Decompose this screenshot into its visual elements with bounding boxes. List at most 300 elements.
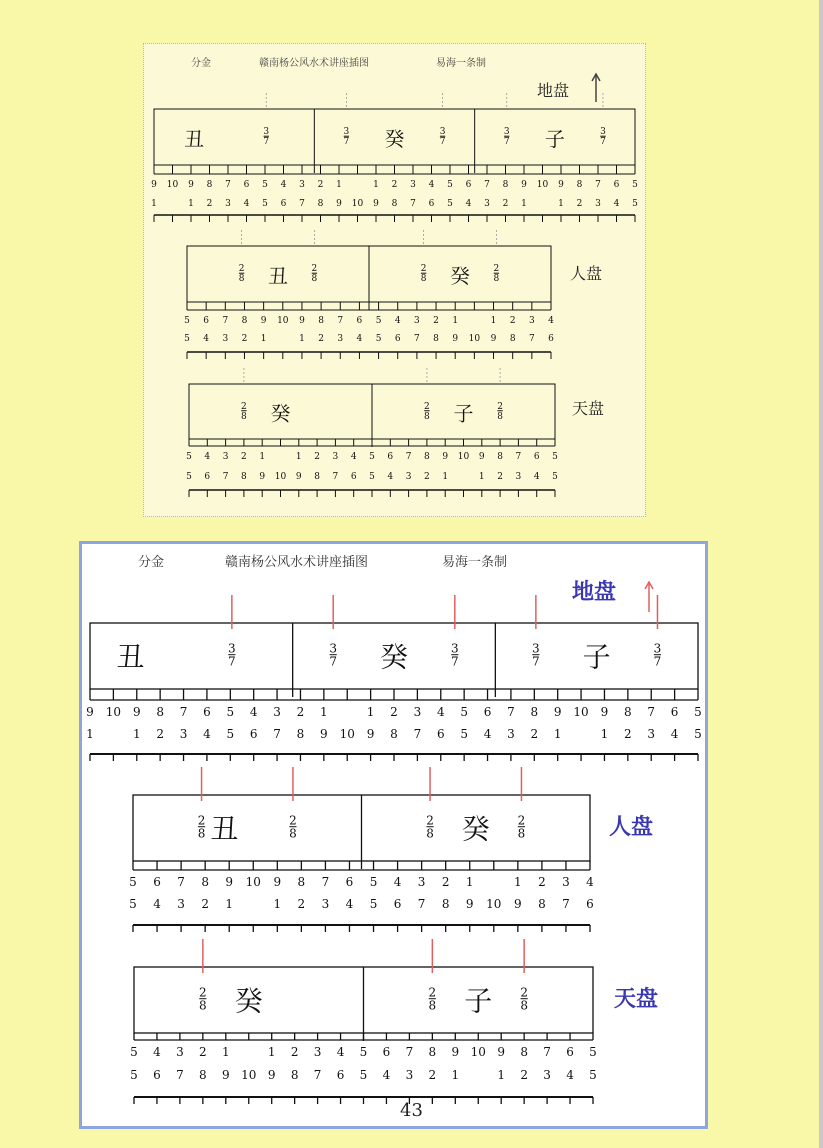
enhanced-diagram xyxy=(82,544,705,1126)
scale-number-lower: 1 xyxy=(299,334,305,344)
scale-number-upper: 5 xyxy=(694,705,702,719)
scale-number-lower: 7 xyxy=(222,472,229,482)
scale-number-lower: 5 xyxy=(375,334,382,344)
scale-number-lower: 3 xyxy=(225,199,231,209)
scale-number-lower: 10 xyxy=(339,727,355,741)
scale-number-upper: 10 xyxy=(536,180,549,190)
scale-number-lower: 9 xyxy=(373,199,379,209)
scale-number-upper: 3 xyxy=(222,452,229,462)
scale-number-lower: 9 xyxy=(336,199,342,209)
fraction-denominator: 7 xyxy=(263,137,270,148)
scale-number-upper: 8 xyxy=(297,875,306,889)
scale-number-lower: 7 xyxy=(332,472,339,482)
scale-number-upper: 4 xyxy=(350,452,357,462)
scale-number-upper: 2 xyxy=(509,316,516,326)
scale-number-lower: 3 xyxy=(405,472,412,482)
scale-number-upper: 5 xyxy=(226,705,235,719)
fraction-numerator: 2 xyxy=(428,985,437,1000)
scale-number-lower: 1 xyxy=(132,727,141,741)
fraction-numerator: 2 xyxy=(424,401,430,412)
scale-number-lower: 5 xyxy=(694,727,702,741)
scale-number-lower: 3 xyxy=(405,1068,414,1082)
scale-number-lower: 1 xyxy=(260,334,267,344)
scale-number-upper: 1 xyxy=(336,180,342,190)
scale-number-lower: 5 xyxy=(359,1068,368,1082)
scale-number-lower: 5 xyxy=(130,1068,138,1082)
scale-number-lower: 8 xyxy=(509,334,516,344)
scale-number-upper: 4 xyxy=(153,1045,161,1059)
scale-number-upper: 5 xyxy=(447,180,453,190)
page-edge xyxy=(819,0,823,1148)
ruler-label: 天盘 xyxy=(572,399,605,418)
scale-number-lower: 1 xyxy=(478,472,485,482)
scale-number-upper: 5 xyxy=(369,452,375,462)
scale-number-upper: 2 xyxy=(433,316,439,326)
scale-number-lower: 6 xyxy=(249,727,258,741)
scale-number-upper: 1 xyxy=(373,180,379,190)
scale-number-upper: 8 xyxy=(428,1045,437,1059)
scale-number-lower: 1 xyxy=(553,727,562,741)
fraction-numerator: 3 xyxy=(600,127,606,138)
scale-number-upper: 8 xyxy=(206,180,213,190)
scale-number-lower: 9 xyxy=(221,1068,230,1082)
scale-number-upper: 9 xyxy=(451,1045,460,1059)
fraction-numerator: 2 xyxy=(497,401,503,412)
scale-number-lower: 8 xyxy=(538,897,546,911)
scale-number-upper: 9 xyxy=(225,875,234,889)
scale-number-upper: 8 xyxy=(318,316,324,326)
page-number: 43 xyxy=(400,1100,423,1121)
scale-number-upper: 9 xyxy=(273,875,282,889)
scale-number-lower: 6 xyxy=(336,1068,345,1082)
scale-number-lower: 7 xyxy=(528,334,535,344)
scale-number-upper: 2 xyxy=(317,180,324,190)
scale-number-lower: 10 xyxy=(351,199,364,209)
fraction-numerator: 2 xyxy=(420,264,427,275)
scale-number-upper: 6 xyxy=(203,316,210,326)
scale-number-upper: 6 xyxy=(566,1045,574,1059)
scale-number-lower: 5 xyxy=(589,1068,597,1082)
scale-number-upper: 6 xyxy=(483,705,492,719)
scale-number-lower: 9 xyxy=(295,472,302,482)
fraction-denominator: 7 xyxy=(503,137,510,148)
scale-number-lower: 4 xyxy=(483,727,492,741)
scale-number-lower: 2 xyxy=(520,1068,528,1082)
scale-number-upper: 9 xyxy=(553,705,562,719)
scale-number-upper: 9 xyxy=(600,705,609,719)
scale-number-lower: 4 xyxy=(387,472,394,482)
scale-number-upper: 7 xyxy=(337,316,344,326)
fraction-denominator: 7 xyxy=(450,654,459,669)
scale-number-lower: 1 xyxy=(273,897,282,911)
scale-number-lower: 5 xyxy=(369,472,375,482)
scale-number-lower: 9 xyxy=(259,472,266,482)
scale-number-upper: 4 xyxy=(336,1045,345,1059)
scale-number-upper: 3 xyxy=(413,705,422,719)
scale-number-upper: 10 xyxy=(457,452,470,462)
scale-number-upper: 5 xyxy=(359,1045,368,1059)
scale-number-lower: 2 xyxy=(297,897,306,911)
scale-number-lower: 8 xyxy=(390,727,398,741)
ruler-cell-character: 癸 xyxy=(384,126,405,151)
scale-number-lower: 8 xyxy=(433,334,439,344)
scale-number-lower: 5 xyxy=(129,897,137,911)
scale-number-lower: 1 xyxy=(600,727,609,741)
scale-number-lower: 9 xyxy=(320,727,328,741)
scale-number-upper: 8 xyxy=(576,180,583,190)
scale-number-upper: 1 xyxy=(259,452,266,462)
fraction-numerator: 2 xyxy=(493,264,500,275)
scale-number-lower: 8 xyxy=(290,1068,299,1082)
ruler-label: 人盘 xyxy=(570,264,603,283)
fraction-denominator: 7 xyxy=(600,137,606,148)
scale-number-upper: 4 xyxy=(393,875,402,889)
scale-number-upper: 2 xyxy=(314,452,320,462)
scale-number-upper: 4 xyxy=(428,180,435,190)
scale-number-upper: 2 xyxy=(296,705,305,719)
scale-number-upper: 4 xyxy=(204,452,211,462)
scale-number-upper: 9 xyxy=(151,180,157,190)
scale-number-lower: 4 xyxy=(670,727,679,741)
fraction-denominator: 8 xyxy=(289,826,297,841)
ruler-label: 地盘 xyxy=(572,579,617,605)
fraction-denominator: 8 xyxy=(420,274,427,285)
scale-number-upper: 1 xyxy=(514,875,522,889)
scale-number-lower: 9 xyxy=(490,334,497,344)
fraction-numerator: 3 xyxy=(532,641,540,656)
scale-number-upper: 2 xyxy=(441,875,450,889)
scale-number-lower: 8 xyxy=(241,472,247,482)
fraction-denominator: 7 xyxy=(343,137,350,148)
scale-number-upper: 7 xyxy=(595,180,601,190)
fraction-denominator: 8 xyxy=(241,411,247,422)
scale-number-upper: 7 xyxy=(177,875,185,889)
scale-number-lower: 3 xyxy=(179,727,188,741)
scale-number-upper: 5 xyxy=(552,452,558,462)
scale-number-lower: 1 xyxy=(188,199,194,209)
scale-number-upper: 2 xyxy=(391,180,398,190)
scale-number-upper: 3 xyxy=(176,1045,184,1059)
fraction-denominator: 7 xyxy=(439,137,446,148)
fraction-numerator: 2 xyxy=(197,813,206,828)
fraction-numerator: 3 xyxy=(503,127,510,138)
fraction-denominator: 8 xyxy=(426,826,434,841)
scale-number-lower: 6 xyxy=(548,334,554,344)
scale-number-upper: 9 xyxy=(497,1045,506,1059)
scale-number-upper: 9 xyxy=(132,705,141,719)
fraction-numerator: 2 xyxy=(241,401,247,412)
fraction-denominator: 8 xyxy=(311,274,318,285)
scale-number-upper: 2 xyxy=(390,705,398,719)
scale-number-lower: 4 xyxy=(613,199,620,209)
fraction-numerator: 3 xyxy=(329,641,338,656)
scale-number-lower: 1 xyxy=(151,199,157,209)
scale-number-lower: 2 xyxy=(497,472,503,482)
scale-number-lower: 4 xyxy=(382,1068,391,1082)
scale-number-lower: 5 xyxy=(552,472,558,482)
fraction-denominator: 7 xyxy=(532,654,540,669)
fraction-numerator: 3 xyxy=(263,127,270,138)
scale-number-upper: 9 xyxy=(478,452,485,462)
scale-number-upper: 9 xyxy=(521,180,527,190)
scale-number-upper: 5 xyxy=(632,180,638,190)
fraction-denominator: 7 xyxy=(329,654,338,669)
scale-number-lower: 8 xyxy=(317,199,324,209)
scale-number-upper: 7 xyxy=(507,705,515,719)
scale-number-upper: 2 xyxy=(290,1045,299,1059)
scale-number-lower: 3 xyxy=(337,334,344,344)
scale-number-upper: 9 xyxy=(188,180,194,190)
scale-number-lower: 7 xyxy=(413,727,422,741)
scale-number-lower: 3 xyxy=(595,199,601,209)
scale-number-upper: 1 xyxy=(295,452,302,462)
fraction-numerator: 3 xyxy=(228,641,236,656)
scale-number-upper: 6 xyxy=(387,452,394,462)
fraction-numerator: 2 xyxy=(311,264,318,275)
scale-number-lower: 10 xyxy=(274,472,287,482)
scale-number-lower: 5 xyxy=(447,199,453,209)
scale-number-lower: 5 xyxy=(460,727,468,741)
scale-number-upper: 2 xyxy=(199,1045,207,1059)
scale-number-lower: 4 xyxy=(153,897,161,911)
fraction-denominator: 7 xyxy=(653,654,662,669)
scale-number-lower: 1 xyxy=(225,897,234,911)
scale-number-upper: 3 xyxy=(528,316,535,326)
scale-number-lower: 5 xyxy=(184,334,190,344)
scale-number-upper: 5 xyxy=(129,875,137,889)
scale-number-lower: 6 xyxy=(280,199,287,209)
scale-number-lower: 6 xyxy=(436,727,445,741)
scale-number-upper: 4 xyxy=(394,316,401,326)
scale-number-upper: 6 xyxy=(382,1045,391,1059)
scale-number-lower: 2 xyxy=(206,199,213,209)
ruler-cell-character: 丑 xyxy=(210,812,239,846)
scale-number-lower: 3 xyxy=(484,199,490,209)
scale-number-lower: 5 xyxy=(369,897,378,911)
scale-number-upper: 6 xyxy=(203,705,211,719)
scale-number-lower: 8 xyxy=(314,472,320,482)
scale-number-upper: 1 xyxy=(320,705,328,719)
scale-number-lower: 5 xyxy=(632,199,638,209)
scale-number-upper: 5 xyxy=(460,705,468,719)
fraction-numerator: 3 xyxy=(343,127,350,138)
scale-number-upper: 5 xyxy=(186,452,192,462)
fraction-numerator: 3 xyxy=(653,641,662,656)
fraction-numerator: 2 xyxy=(289,813,297,828)
scale-number-upper: 1 xyxy=(490,316,497,326)
scale-number-lower: 7 xyxy=(273,727,281,741)
scale-number-upper: 8 xyxy=(530,705,539,719)
scale-number-lower: 2 xyxy=(201,897,209,911)
scale-number-lower: 1 xyxy=(558,199,564,209)
fraction-denominator: 8 xyxy=(520,998,528,1013)
ruler-cell-character: 子 xyxy=(464,984,493,1018)
scale-number-upper: 6 xyxy=(345,875,354,889)
scale-number-lower: 1 xyxy=(521,199,527,209)
scale-number-upper: 10 xyxy=(245,875,261,889)
scale-number-upper: 3 xyxy=(417,875,426,889)
scale-number-lower: 8 xyxy=(441,897,450,911)
scale-number-lower: 4 xyxy=(203,334,210,344)
scale-number-lower: 6 xyxy=(350,472,357,482)
ruler-cell-character: 丑 xyxy=(184,126,205,151)
scanned-diagram xyxy=(144,44,645,516)
scale-number-upper: 7 xyxy=(484,180,490,190)
fraction-denominator: 8 xyxy=(517,826,526,841)
scale-number-lower: 10 xyxy=(241,1068,257,1082)
scale-number-upper: 7 xyxy=(543,1045,551,1059)
fraction-numerator: 2 xyxy=(517,813,526,828)
scale-number-lower: 3 xyxy=(543,1068,551,1082)
scale-number-lower: 3 xyxy=(222,334,229,344)
fraction-denominator: 8 xyxy=(493,274,500,285)
scale-number-upper: 6 xyxy=(670,705,679,719)
scale-number-lower: 2 xyxy=(530,727,539,741)
scale-number-lower: 9 xyxy=(514,897,522,911)
scale-number-upper: 8 xyxy=(201,875,209,889)
scale-number-upper: 1 xyxy=(221,1045,230,1059)
scale-number-upper: 7 xyxy=(222,316,229,326)
scale-number-upper: 2 xyxy=(241,452,247,462)
enhanced-diagram-panel xyxy=(79,541,708,1129)
scale-number-lower: 2 xyxy=(624,727,632,741)
fraction-numerator: 2 xyxy=(426,813,434,828)
scale-number-lower: 7 xyxy=(176,1068,184,1082)
scale-number-upper: 1 xyxy=(366,705,375,719)
scale-number-upper: 8 xyxy=(497,452,503,462)
scale-number-lower: 9 xyxy=(452,334,459,344)
scale-number-upper: 7 xyxy=(321,875,330,889)
header-author: 易海一条制 xyxy=(436,58,486,69)
ruler-cell-character: 丑 xyxy=(116,640,145,674)
scale-number-upper: 5 xyxy=(184,316,190,326)
scale-number-lower: 4 xyxy=(243,199,250,209)
scale-number-lower: 4 xyxy=(203,727,211,741)
fraction-numerator: 3 xyxy=(450,641,459,656)
scale-number-upper: 9 xyxy=(558,180,564,190)
scale-number-upper: 9 xyxy=(260,316,267,326)
scale-number-upper: 9 xyxy=(299,316,305,326)
scale-number-lower: 3 xyxy=(321,897,330,911)
scale-number-upper: 8 xyxy=(520,1045,528,1059)
scale-number-lower: 4 xyxy=(533,472,540,482)
fraction-denominator: 8 xyxy=(424,411,430,422)
scale-number-upper: 6 xyxy=(465,180,472,190)
scale-number-upper: 8 xyxy=(424,452,430,462)
ruler-cell-character: 子 xyxy=(544,126,565,151)
scale-number-upper: 5 xyxy=(262,180,268,190)
scale-number-upper: 4 xyxy=(548,316,554,326)
scale-number-upper: 3 xyxy=(562,875,570,889)
fraction-numerator: 3 xyxy=(439,127,446,138)
scale-number-lower: 5 xyxy=(186,472,192,482)
scale-number-lower: 7 xyxy=(299,199,305,209)
scale-number-upper: 7 xyxy=(405,1045,414,1059)
scale-number-lower: 8 xyxy=(296,727,305,741)
fraction-denominator: 7 xyxy=(228,654,236,669)
scale-number-lower: 5 xyxy=(226,727,235,741)
header-title: 赣南杨公风水术讲座插图 xyxy=(225,555,369,570)
scale-number-upper: 7 xyxy=(179,705,188,719)
scale-number-upper: 2 xyxy=(538,875,546,889)
scale-number-upper: 1 xyxy=(452,316,459,326)
scale-number-lower: 4 xyxy=(345,897,354,911)
scale-number-upper: 6 xyxy=(153,875,161,889)
scale-number-upper: 10 xyxy=(470,1045,486,1059)
fraction-denominator: 8 xyxy=(197,826,206,841)
scale-number-lower: 7 xyxy=(313,1068,322,1082)
scale-number-lower: 8 xyxy=(391,199,398,209)
scale-number-upper: 8 xyxy=(624,705,632,719)
scale-number-lower: 7 xyxy=(410,199,416,209)
scale-number-upper: 10 xyxy=(166,180,179,190)
header-left-label: 分金 xyxy=(138,555,165,570)
scale-number-lower: 1 xyxy=(442,472,449,482)
scale-number-upper: 5 xyxy=(130,1045,138,1059)
scale-number-upper: 8 xyxy=(502,180,509,190)
fraction-denominator: 8 xyxy=(428,998,437,1013)
scale-number-lower: 6 xyxy=(586,897,594,911)
scale-number-lower: 7 xyxy=(417,897,426,911)
ruler-cell-character: 癸 xyxy=(379,640,409,674)
scale-number-upper: 3 xyxy=(299,180,305,190)
scale-number-upper: 6 xyxy=(533,452,540,462)
scale-number-upper: 8 xyxy=(241,316,248,326)
scale-number-upper: 1 xyxy=(267,1045,276,1059)
scale-number-lower: 1 xyxy=(451,1068,460,1082)
scale-number-lower: 9 xyxy=(366,727,375,741)
scale-number-lower: 4 xyxy=(465,199,472,209)
scale-number-upper: 7 xyxy=(515,452,522,462)
fraction-numerator: 2 xyxy=(199,985,207,1000)
scale-number-upper: 3 xyxy=(332,452,339,462)
scale-number-upper: 7 xyxy=(647,705,656,719)
scale-number-upper: 4 xyxy=(280,180,287,190)
ruler-cell-character: 癸 xyxy=(270,401,291,426)
scale-number-upper: 3 xyxy=(273,705,281,719)
scale-number-lower: 6 xyxy=(204,472,211,482)
scale-number-lower: 3 xyxy=(515,472,522,482)
scale-number-lower: 3 xyxy=(177,897,185,911)
scale-number-lower: 3 xyxy=(507,727,515,741)
ruler-cell-character: 癸 xyxy=(234,984,263,1018)
scale-number-lower: 1 xyxy=(86,727,94,741)
ruler-cell-character: 癸 xyxy=(461,812,490,846)
scale-number-upper: 6 xyxy=(613,180,620,190)
ruler-cell-character: 癸 xyxy=(450,263,470,288)
scale-number-lower: 3 xyxy=(647,727,656,741)
scale-number-upper: 6 xyxy=(243,180,250,190)
scale-number-lower: 2 xyxy=(318,334,324,344)
scale-number-upper: 3 xyxy=(313,1045,322,1059)
scale-number-lower: 9 xyxy=(267,1068,276,1082)
scale-number-upper: 9 xyxy=(442,452,449,462)
ruler-cell-character: 子 xyxy=(453,401,474,426)
scale-number-lower: 10 xyxy=(468,334,481,344)
scale-number-upper: 6 xyxy=(356,316,363,326)
scale-number-lower: 7 xyxy=(562,897,570,911)
scale-number-lower: 2 xyxy=(156,727,164,741)
ruler-cell-character: 丑 xyxy=(268,263,288,288)
scale-number-lower: 4 xyxy=(356,334,363,344)
scale-number-upper: 5 xyxy=(375,316,382,326)
fraction-numerator: 2 xyxy=(520,985,528,1000)
fraction-denominator: 8 xyxy=(199,998,207,1013)
scale-number-upper: 10 xyxy=(277,316,289,326)
scale-number-upper: 10 xyxy=(105,705,122,719)
scale-number-upper: 9 xyxy=(86,705,94,719)
scale-number-lower: 6 xyxy=(394,334,401,344)
